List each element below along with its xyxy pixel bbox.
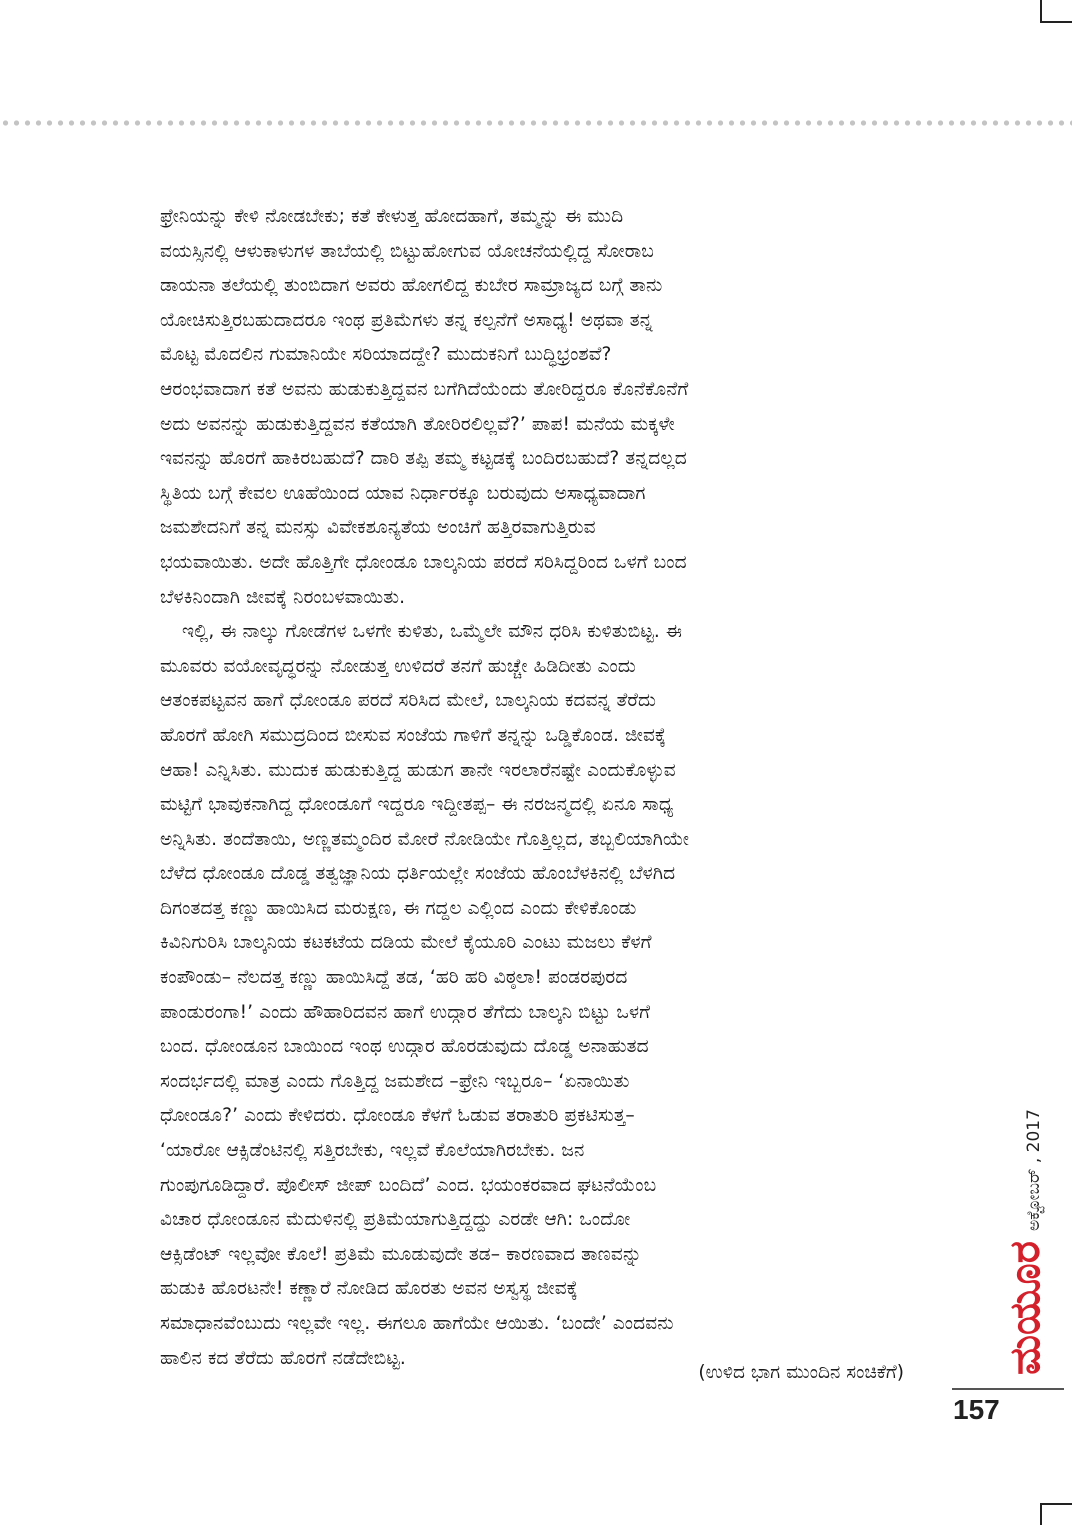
- paragraph-1: [160, 200, 920, 615]
- text-line: ಮೂವರು ವಯೋವೃದ್ಧರನ್ನು ನೋಡುತ್ತ ಉಳಿದರೆ ತನಗೆ ಹುಚ್ಚೇ ಹಿಡಿದೀತು ಎಂದು: [160, 655, 636, 677]
- text-line: ಹೊರಗೆ ಹೋಗಿ ಸಮುದ್ರದಿಂದ ಬೀಸುವ ಸಂಜೆಯ ಗಾಳಿಗೆ ತನ್ನನ್ನು ಒಡ್ಡಿಕೊಂಡ. ಜೀವಕ್ಕೆ: [160, 724, 666, 746]
- text-line: ಜಮಶೇದನಿಗೆ ತನ್ನ ಮನಸ್ಸು ವಿವೇಕಶೂನ್ಯತೆಯ ಅಂಚಿಗೆ ಹತ್ತಿರವಾಗುತ್ತಿರುವ: [160, 517, 596, 539]
- text-line: ದಿಗಂತದತ್ತ ಕಣ್ಣು ಹಾಯಿಸಿದ ಮರುಕ್ಷಣ, ಈ ಗದ್ದಲ ಎಲ್ಲಿಂದ ಎಂದು ಕೇಳಿಕೊಂಡು: [160, 897, 637, 919]
- text-line: ಯೋಚಿಸುತ್ತಿರಬಹುದಾದರೂ ಇಂಥ ಪ್ರತಿಮೆಗಳು ತನ್ನ ಕಲ್ಪನೆಗೆ ಅಸಾಧ್ಯ! ಅಥವಾ ತನ್ನ: [160, 309, 653, 331]
- text-line: ಫ್ರೇನಿಯನ್ನು ಕೇಳಿ ನೋಡಬೇಕು; ಕತೆ ಕೇಳುತ್ತ ಹೋದಹಾಗೆ, ತಮ್ಮನ್ನು ಈ ಮುದಿ: [160, 206, 624, 227]
- text-line: ಬೆಳಕಿನಿಂದಾಗಿ ಜೀವಕ್ಕೆ ನಿರಂಬಳವಾಯಿತು.: [160, 586, 406, 608]
- text-line: ಡಾಯನಾ ತಲೆಯಲ್ಲಿ ತುಂಬಿದಾಗ ಅವರು ಹೋಗಲಿದ್ದ ಕುಬೇರ ಸಾಮ್ರಾಜ್ಯದ ಬಗ್ಗೆ ತಾನು: [160, 275, 663, 297]
- text-line: ಕಂಪೌಂಡು– ನೆಲದತ್ತ ಕಣ್ಣು ಹಾಯಿಸಿದ್ದೆ ತಡ, ‘ಹರಿ ಹರಿ ವಿಠ್ಠಲಾ! ಪಂಡರಪುರದ: [160, 967, 628, 989]
- text-line: ಗುಂಪುಗೂಡಿದ್ದಾರೆ. ಪೊಲೀಸ್ ಜೀಪ್ ಬಂದಿದೆ’ ಎಂದ. ಭಯಂಕರವಾದ ಘಟನೆಯೆಂಬ: [160, 1174, 657, 1196]
- text-line: ಬೆಳೆದ ಧೋಂಡೂ ದೊಡ್ಡ ತತ್ವಜ್ಞಾನಿಯ ಧರ್ತಿಯಲ್ಲೇ ಸಂಜೆಯ ಹೊಂಬೆಳಕಿನಲ್ಲಿ ಬೆಳಗಿದ: [160, 863, 676, 885]
- text-line: ಸ್ಥಿತಿಯ ಬಗ್ಗೆ ಕೇವಲ ಊಹೆಯಿಂದ ಯಾವ ನಿರ್ಧಾರಕ್ಕೂ ಬರುವುದು ಅಸಾಧ್ಯವಾದಾಗ: [160, 482, 646, 504]
- page-number: 157: [953, 1394, 1000, 1425]
- dotted-header-rule: [0, 119, 1072, 127]
- text-line: ಆಹಾ! ಎನ್ನಿಸಿತು. ಮುದುಕ ಹುಡುಕುತ್ತಿದ್ದ ಹುಡುಗ ತಾನೇ ಇರಲಾರೆನಷ್ಟೇ ಎಂದುಕೊಳ್ಳುವ: [160, 759, 676, 781]
- paragraph-2: [160, 615, 920, 1376]
- issue-date: ಅಕ್ಟೋಬರ್ , 2017: [1024, 1109, 1044, 1232]
- text-line: ಅದು ಅವನನ್ನು ಹುಡುಕುತ್ತಿದ್ದವನ ಕತೆಯಾಗಿ ತೋರಿರಲಿಲ್ಲವೆ?’ ಪಾಪ! ಮನೆಯ ಮಕ್ಕಳೇ: [160, 413, 675, 435]
- text-line: ಆತಂಕಪಟ್ಟವನ ಹಾಗೆ ಧೋಂಡೂ ಪರದೆ ಸರಿಸಿದ ಮೇಲೆ, ಬಾಲ್ಕನಿಯ ಕದವನ್ನ ತೆರೆದು: [160, 690, 657, 712]
- text-line: ಮಟ್ಟಿಗೆ ಭಾವುಕನಾಗಿದ್ದ ಧೋಂಡೂಗೆ ಇದ್ದರೂ ಇದ್ದೀತಪ್ಪ– ಈ ನರಜನ್ಮದಲ್ಲಿ ಏನೂ ಸಾಧ್ಯ: [160, 794, 674, 816]
- text-line: ಇವನನ್ನು ಹೊರಗೆ ಹಾಕಿರಬಹುದೆ? ದಾರಿ ತಪ್ಪಿ ತಮ್ಮ ಕಟ್ಟಡಕ್ಕೆ ಬಂದಿರಬಹುದೆ? ತನ್ನದಲ್ಲದ: [160, 448, 687, 470]
- text-line: ಇಲ್ಲಿ, ಈ ನಾಲ್ಕು ಗೋಡೆಗಳ ಒಳಗೇ ಕುಳಿತು, ಒಮ್ಮೆಲೇ ಮೌನ ಧರಿಸಿ ಕುಳಿತುಬಿಟ್ಟ. ಈ: [182, 621, 683, 643]
- text-line: ಬಂದ. ಧೋಂಡೂನ ಬಾಯಿಂದ ಇಂಥ ಉದ್ಗಾರ ಹೊರಡುವುದು ದೊಡ್ಡ ಅನಾಹುತದ: [160, 1036, 649, 1058]
- crop-mark-bottom-vertical: [1040, 1503, 1042, 1525]
- text-line: ಧೋಂಡೂ?’ ಎಂದು ಕೇಳಿದರು. ಧೋಂಡೂ ಕೆಳಗೆ ಓಡುವ ತರಾತುರಿ ಪ್ರಕಟಿಸುತ್ತ–: [160, 1105, 635, 1127]
- text-line: ‘ಯಾರೋ ಆಕ್ಸಿಡೆಂಟಿನಲ್ಲಿ ಸತ್ತಿರಬೇಕು, ಇಲ್ಲವೆ ಕೊಲೆಯಾಗಿರಬೇಕು. ಜನ: [160, 1140, 585, 1162]
- text-line: ಹಾಲಿನ ಕದ ತೆರೆದು ಹೊರಗೆ ನಡೆದೇಬಿಟ್ಟ.: [160, 1347, 406, 1369]
- text-line: ವಯಸ್ಸಿನಲ್ಲಿ ಆಳುಕಾಳುಗಳ ತಾಬೆಯಲ್ಲಿ ಬಿಟ್ಟುಹೋಗುವ ಯೋಚನೆಯಲ್ಲಿದ್ದ ಸೋರಾಬ: [160, 240, 654, 262]
- text-line: ಪಾಂಡುರಂಗಾ!’ ಎಂದು ಹೌಹಾರಿದವನ ಹಾಗೆ ಉದ್ಗಾರ ತೆಗೆದು ಬಾಲ್ಕನಿ ಬಿಟ್ಟು ಒಳಗೆ: [160, 1001, 651, 1023]
- text-line: ಭಯವಾಯಿತು. ಅದೇ ಹೊತ್ತಿಗೇ ಧೋಂಡೂ ಬಾಲ್ಕನಿಯ ಪರದೆ ಸರಿಸಿದ್ದರಿಂದ ಒಳಗೆ ಬಂದ: [160, 551, 687, 573]
- magazine-side-label: [1000, 1109, 1050, 1375]
- text-line: ಸಂದರ್ಭದಲ್ಲಿ ಮಾತ್ರ ಎಂದು ಗೊತ್ತಿದ್ದ ಜಮಶೇದ –ಫ್ರೇನಿ ಇಬ್ಬರೂ– ‘ಏನಾಯಿತು: [160, 1070, 630, 1092]
- crop-mark-top-vertical: [1040, 0, 1042, 22]
- text-line: ಆಕ್ಸಿಡೆಂಟ್ ಇಲ್ಲವೋ ಕೊಲೆ! ಪ್ರತಿಮೆ ಮೂಡುವುದೇ ತಡ– ಕಾರಣವಾದ ತಾಣವನ್ನು: [160, 1243, 642, 1265]
- text-line: ಸಮಾಧಾನವೆಂಬುದು ಇಲ್ಲವೇ ಇಲ್ಲ. ಈಗಲೂ ಹಾಗೆಯೇ ಆಯಿತು. ‘ಬಂದೇ’ ಎಂದವನು: [160, 1313, 674, 1334]
- article-body: [160, 200, 920, 1376]
- continued-note: (ಉಳಿದ ಭಾಗ ಮುಂದಿನ ಸಂಚಿಕೆಗೆ): [698, 1362, 904, 1383]
- text-line: ಹುಡುಕಿ ಹೊರಟನೇ! ಕಣ್ಣಾರೆ ನೋಡಿದ ಹೊರತು ಅವನ ಅಸ್ವಸ್ಥ ಜೀವಕ್ಕೆ: [160, 1278, 578, 1300]
- text-line: ಆರಂಭವಾದಾಗ ಕತೆ ಅವನು ಹುಡುಕುತ್ತಿದ್ದವನ ಬಗೆಗಿದೆಯೆಂದು ತೋರಿದ್ದರೂ ಕೊನೆಕೊನೆಗೆ: [160, 378, 689, 400]
- text-line: ಮೊಟ್ಟ ಮೊದಲಿನ ಗುಮಾನಿಯೇ ಸರಿಯಾದದ್ದೇ? ಮುದುಕನಿಗೆ ಬುದ್ಧಿಭ್ರಂಶವೆ?: [160, 344, 612, 366]
- crop-mark-top-horizontal: [1040, 21, 1072, 23]
- text-line: ಅನ್ನಿಸಿತು. ತಂದೆತಾಯಿ, ಅಣ್ಣತಮ್ಮಂದಿರ ಮೋರೆ ನೋಡಿಯೇ ಗೊತ್ತಿಲ್ಲದ, ತಬ್ಬಲಿಯಾಗಿಯೇ: [160, 828, 690, 850]
- crop-mark-bottom-horizontal: [1040, 1503, 1072, 1505]
- text-line: ಕಿವಿನಿಗುರಿಸಿ ಬಾಲ್ಕನಿಯ ಕಟಕಟೆಯ ದಡಿಯ ಮೇಲೆ ಕೈಯೂರಿ ಎಂಟು ಮಜಲು ಕೆಳಗೆ: [160, 932, 652, 954]
- page-number-rule: [952, 1388, 1064, 1390]
- text-line: ವಿಚಾರ ಧೋಂಡೂನ ಮೆದುಳಿನಲ್ಲಿ ಪ್ರತಿಮೆಯಾಗುತ್ತಿದ್ದದ್ದು ಎರಡೇ ಆಗಿ: ಒಂದೋ: [160, 1209, 631, 1231]
- magazine-logo: ಮಯೂರ: [1000, 1241, 1049, 1375]
